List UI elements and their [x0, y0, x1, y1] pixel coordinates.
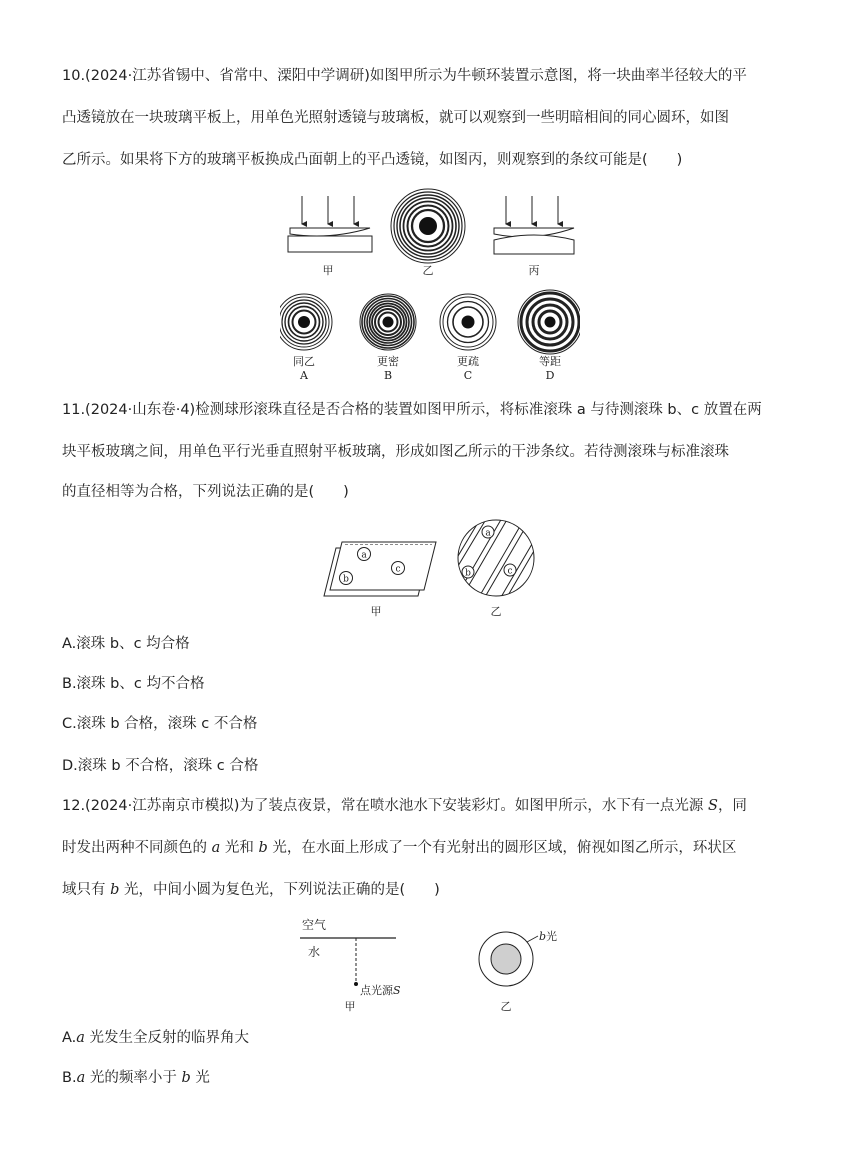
q11-option-b: B.滚珠 b、c 均不合格 [62, 676, 205, 692]
figure-yi-rings [391, 189, 465, 277]
caption-yi-12: 乙 [500, 1000, 512, 1013]
q10-line-1: 10.(2024·江苏省锡中、省常中、溧阳中学调研)如图甲所示为牛顿环装置示意图，将一块曲率半径较大的平 [62, 68, 747, 84]
q12-option-b: B.a 光的频率小于 b 光 [62, 1070, 210, 1086]
q11-option-d: D.滚珠 b 不合格，滚珠 c 合格 [62, 758, 259, 774]
q12-line-1: 12.(2024·江苏南京市模拟)为了装点夜景，常在喷水池水下安装彩灯。如图甲所示，水下有一点光源 S，同 [62, 798, 747, 814]
label-air: 空气 [302, 918, 327, 932]
figure-yi-top-view [479, 929, 557, 1013]
q11-option-a: A.滚珠 b、c 均合格 [62, 636, 190, 652]
caption-jia-12: 甲 [344, 1000, 356, 1013]
q12-line-2: 时发出两种不同颜色的 a 光和 b 光，在水面上形成了一个有光射出的圆形区域，俯视如图乙所示，环状区 [62, 840, 737, 856]
figure-jia-light-source [300, 917, 401, 1013]
q10-line-3: 乙所示。如果将下方的玻璃平板换成凸面朝上的平凸透镜，如图丙，则观察到的条纹可能是( ) [62, 152, 683, 168]
option-c-desc: 更疏 [457, 355, 479, 368]
caption-jia: 甲 [322, 264, 334, 277]
figure-jia-newton-ring-setup [288, 196, 372, 277]
caption-jia-11: 甲 [370, 605, 382, 618]
option-c-rings [440, 294, 496, 382]
figure-yi-fringes [428, 516, 538, 618]
option-b-letter: B [383, 369, 393, 382]
caption-yi: 乙 [422, 264, 434, 277]
label-point-source: 点光源S [360, 984, 401, 997]
caption-bing: 丙 [528, 264, 540, 277]
q10-line-2: 凸透镜放在一块玻璃平板上，用单色光照射透镜与玻璃板，就可以观察到一些明暗相间的同心圆环，如图 [62, 110, 729, 126]
q11-line-3: 的直径相等为合格，下列说法正确的是( ) [62, 484, 349, 500]
option-b-desc: 更密 [377, 355, 399, 368]
caption-yi-11: 乙 [490, 605, 502, 618]
label-b-light: b光 [539, 930, 558, 943]
option-d-letter: D [545, 369, 555, 382]
option-a-desc: 同乙 [293, 355, 315, 368]
q12-figure [296, 914, 576, 1014]
ball-a-label: a [361, 550, 367, 561]
q10-figure [280, 184, 580, 384]
q11-option-c: C.滚珠 b 合格，滚珠 c 不合格 [62, 716, 258, 732]
label-water: 水 [308, 945, 321, 959]
q11-figure [318, 516, 538, 620]
q11-line-1: 11.(2024·山东卷·4)检测球形滚珠直径是否合格的装置如图甲所示，将标准滚珠 a 与待测滚珠 b、c 放置在两 [62, 402, 762, 418]
q12-line-3: 域只有 b 光，中间小圆为复色光，下列说法正确的是( ) [62, 882, 440, 898]
option-a-rings [280, 294, 332, 382]
ball-c-label: c [395, 564, 401, 575]
fringe-ball-c-label: c [507, 566, 513, 577]
option-d-rings [518, 290, 580, 382]
figure-bing-lens-setup [494, 196, 574, 277]
option-a-letter: A [300, 369, 308, 382]
figure-jia-glass-plates [324, 542, 436, 618]
q11-line-2: 块平板玻璃之间，用单色平行光垂直照射平板玻璃，形成如图乙所示的干涉条纹。若待测滚珠与标准滚珠 [62, 444, 729, 460]
option-b-rings [360, 294, 416, 382]
q12-option-a: A.a 光发生全反射的临界角大 [62, 1030, 250, 1046]
fringe-ball-a-label: a [485, 528, 491, 539]
option-c-letter: C [463, 369, 473, 382]
option-d-desc: 等距 [539, 355, 561, 368]
ball-b-label: b [343, 574, 349, 585]
fringe-ball-b-label: b [465, 568, 471, 579]
